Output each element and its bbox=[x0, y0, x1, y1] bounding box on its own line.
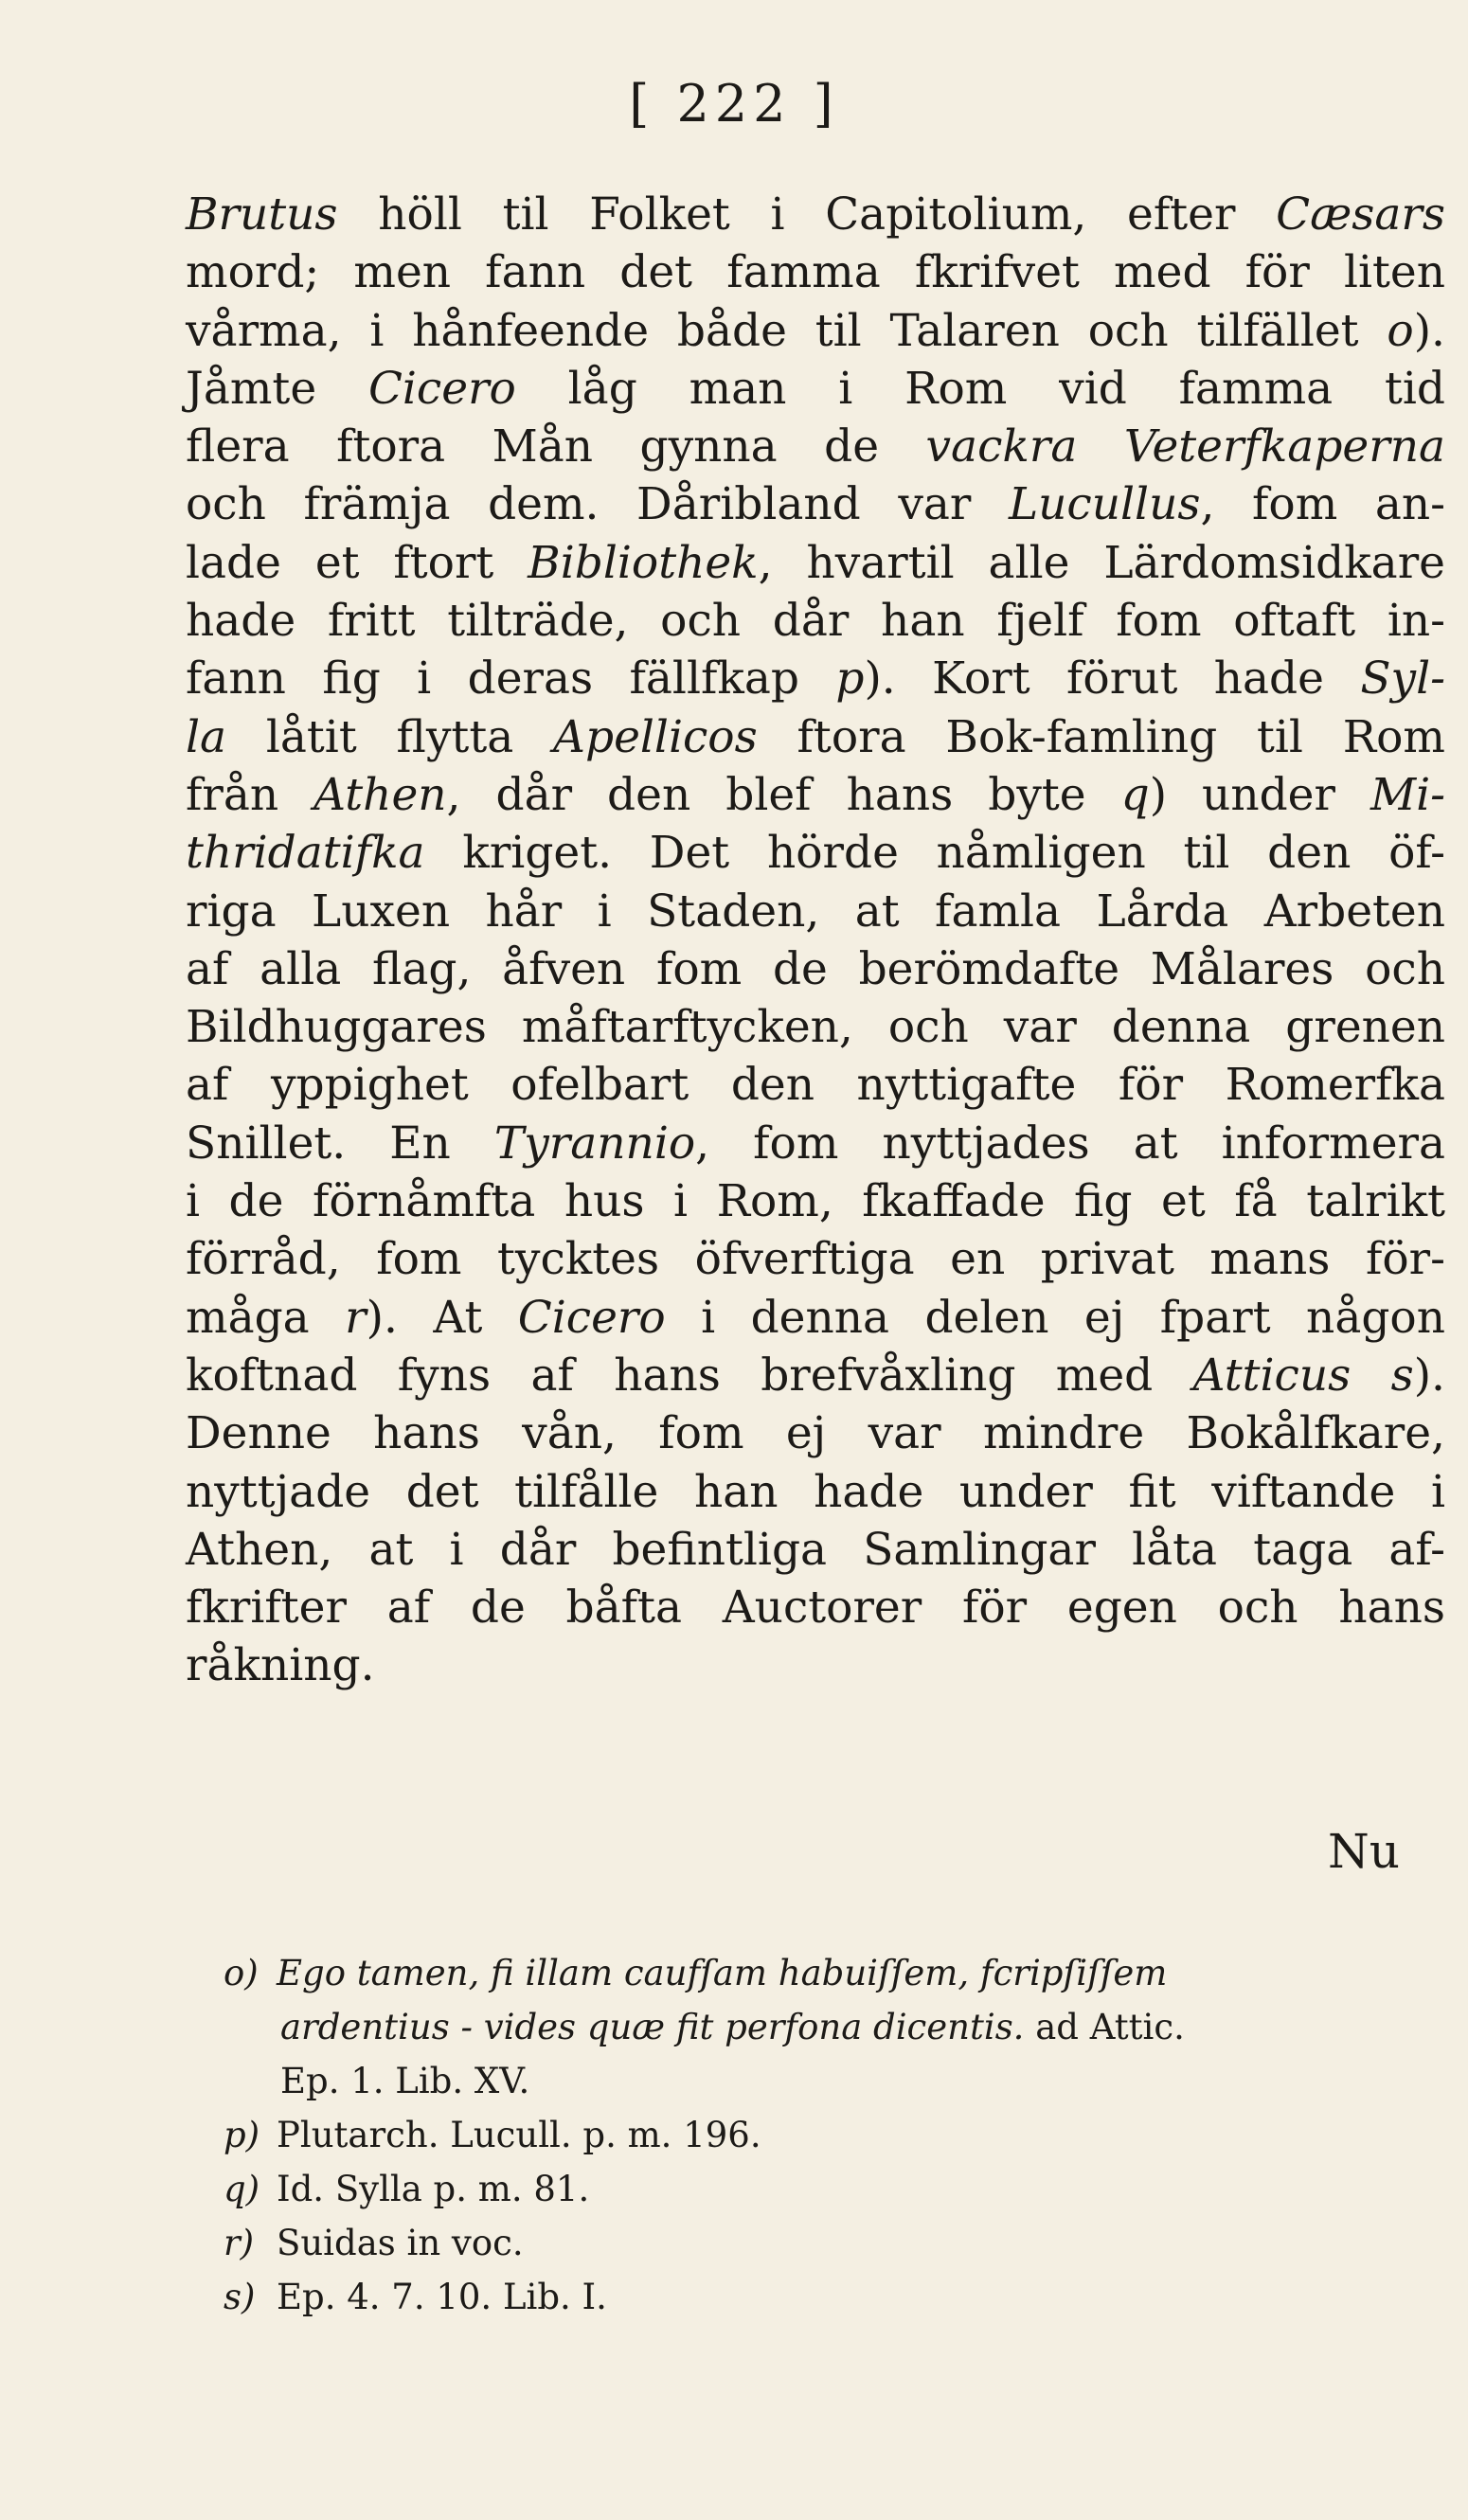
footnote-text: Plutarch. Lucull. p. m. 196. bbox=[277, 2115, 761, 2155]
text-run: hade fritt tilträde, och dår han fjelf fom oftaft in- bbox=[186, 595, 1445, 648]
text-run: Snillet. En bbox=[186, 1117, 494, 1170]
text-run: ). Kort förut hade bbox=[864, 652, 1361, 706]
text-run: ). At bbox=[366, 1291, 518, 1344]
italic-phrase: Cæsars bbox=[1276, 188, 1445, 241]
text-run: Bildhuggares måftarftycken, och var denna grenen bbox=[186, 1001, 1445, 1054]
footnote-text: Id. Sylla p. m. 81. bbox=[277, 2169, 590, 2209]
text-run: fann fig i deras fällfkap bbox=[186, 652, 836, 706]
text-run: Athen, at i dår befintliga Samlingar låta taga af- bbox=[186, 1523, 1445, 1576]
text-line bbox=[186, 1636, 1445, 1694]
footnote-quote: Ego tamen, fi illam caufſam habuiſſem, fcripſiſſem bbox=[277, 1953, 1168, 1993]
text-run: Jåmte bbox=[186, 362, 368, 415]
text-line bbox=[186, 708, 1445, 766]
text-run: måga bbox=[186, 1291, 346, 1344]
text-line bbox=[186, 1579, 1445, 1636]
footnote-text: ad Attic. bbox=[1024, 2007, 1185, 2047]
footnote-line bbox=[224, 2054, 1445, 2108]
italic-phrase: Tyrannio bbox=[493, 1117, 696, 1170]
text-run: låg man i Rom vid famma tid bbox=[515, 362, 1445, 415]
italic-phrase: q bbox=[1120, 768, 1150, 821]
text-run: Denne hans vån, fom ej var mindre Bokålfkare, bbox=[186, 1407, 1445, 1460]
text-line bbox=[186, 1521, 1445, 1579]
text-run: råkning. bbox=[186, 1639, 375, 1692]
footnote-marker: p) bbox=[224, 2115, 260, 2155]
italic-phrase: p bbox=[835, 652, 865, 706]
text-run bbox=[1351, 1349, 1390, 1402]
text-run: och främja dem. Dåribland var bbox=[186, 478, 1009, 531]
text-run: vårma, i hånfeende både til Talaren och tilfället bbox=[186, 304, 1387, 357]
text-line bbox=[186, 998, 1445, 1056]
text-run: ). bbox=[1413, 304, 1445, 357]
text-run: i de förnåmfta hus i Rom, fkaffade fig et få talrikt bbox=[186, 1175, 1445, 1228]
footnote-marker: q) bbox=[224, 2169, 260, 2209]
italic-phrase: Atticus bbox=[1192, 1349, 1352, 1402]
text-line bbox=[186, 475, 1445, 533]
text-line bbox=[186, 940, 1445, 998]
text-line bbox=[186, 418, 1445, 475]
text-line bbox=[186, 1463, 1445, 1521]
footnote-marker: s) bbox=[224, 2277, 256, 2317]
text-line bbox=[186, 592, 1445, 650]
text-line bbox=[186, 1347, 1445, 1404]
text-run: riga Luxen hår i Staden, at famla Lårda Arbeten bbox=[186, 885, 1445, 938]
text-line bbox=[186, 1056, 1445, 1114]
text-line bbox=[186, 883, 1445, 940]
text-line bbox=[186, 534, 1445, 592]
text-run: , fom an- bbox=[1200, 478, 1445, 531]
footnote-line bbox=[224, 1946, 1445, 2000]
text-line bbox=[186, 1230, 1445, 1288]
text-run: ) under bbox=[1149, 768, 1370, 821]
text-line bbox=[186, 1404, 1445, 1462]
text-run: höll til Folket i Capitolium, efter bbox=[337, 188, 1277, 241]
text-run: , dår den blef hans byte bbox=[446, 768, 1121, 821]
italic-phrase: Apellicos bbox=[553, 710, 758, 763]
text-line bbox=[186, 824, 1445, 882]
catchword: Nu bbox=[1328, 1824, 1400, 1879]
text-line bbox=[186, 1172, 1445, 1230]
text-line bbox=[186, 243, 1445, 301]
italic-phrase: Mi- bbox=[1370, 768, 1446, 821]
text-run: mord; men fann det famma fkrifvet med för liten bbox=[186, 246, 1445, 299]
text-run: koftnad fyns af hans brefvåxling med bbox=[186, 1349, 1193, 1402]
italic-phrase: thridatifka bbox=[186, 827, 425, 880]
italic-phrase: s bbox=[1390, 1349, 1414, 1402]
footnote-quote: ardentius - vides quæ fit perfona dicentis. bbox=[280, 2007, 1025, 2047]
text-run: nyttjade det tilfålle han hade under fit viftande i bbox=[186, 1465, 1445, 1518]
text-run: af yppighet ofelbart den nyttigafte för Romerfka bbox=[186, 1059, 1445, 1112]
footnote-text: Suidas in voc. bbox=[277, 2223, 524, 2263]
text-line bbox=[186, 360, 1445, 418]
footnote-line bbox=[224, 2108, 1445, 2162]
text-run: , hvartil alle Lärdomsidkare bbox=[758, 536, 1445, 589]
text-line bbox=[186, 1289, 1445, 1347]
italic-phrase: Lucullus bbox=[1008, 478, 1201, 531]
footnote-marker: r) bbox=[224, 2223, 255, 2263]
italic-phrase: Syl- bbox=[1360, 652, 1445, 706]
text-run: låtit flytta bbox=[226, 710, 554, 763]
text-run: i denna delen ej fpart någon bbox=[665, 1291, 1445, 1344]
text-run: ). bbox=[1413, 1349, 1445, 1402]
text-run: kriget. Det hörde nåmligen til den öf- bbox=[424, 827, 1445, 880]
text-run: lade et ftort bbox=[186, 536, 528, 589]
italic-phrase: Brutus bbox=[186, 188, 338, 241]
text-line bbox=[186, 766, 1445, 824]
text-line bbox=[186, 1115, 1445, 1172]
text-run: af alla flag, åfven fom de berömdafte Målares och bbox=[186, 942, 1445, 995]
italic-phrase: vackra Veterfkaperna bbox=[925, 420, 1445, 474]
italic-phrase: Athen bbox=[313, 768, 447, 821]
page-number: [ 222 ] bbox=[629, 74, 839, 134]
italic-phrase: Cicero bbox=[517, 1291, 666, 1344]
footnote-line bbox=[224, 2162, 1445, 2216]
footnote-line bbox=[224, 2000, 1445, 2054]
text-run: förråd, fom tycktes öfverftiga en privat mans för- bbox=[186, 1233, 1445, 1286]
text-run: från bbox=[186, 768, 314, 821]
footnote-text: Ep. 4. 7. 10. Lib. I. bbox=[277, 2277, 607, 2317]
footnote-line bbox=[224, 2216, 1445, 2270]
italic-phrase: o bbox=[1387, 304, 1414, 357]
footnote-line bbox=[224, 2270, 1445, 2324]
italic-phrase: Bibliothek bbox=[528, 536, 759, 589]
text-run: flera ftora Mån gynna de bbox=[186, 420, 926, 474]
text-line bbox=[186, 650, 1445, 707]
italic-phrase: r bbox=[345, 1291, 367, 1344]
footnote-text: Ep. 1. Lib. XV. bbox=[280, 2061, 530, 2101]
text-run: ftora Bok-famling til Rom bbox=[757, 710, 1446, 763]
footnotes bbox=[224, 1946, 1445, 2324]
text-line bbox=[186, 302, 1445, 360]
text-line bbox=[186, 186, 1445, 243]
main-text bbox=[186, 186, 1445, 1695]
text-run: , fom nyttjades at informera bbox=[695, 1117, 1445, 1170]
footnote-marker: o) bbox=[224, 1953, 259, 1993]
text-run: fkrifter af de båfta Auctorer för egen och hans bbox=[186, 1582, 1445, 1635]
italic-phrase: Cicero bbox=[367, 362, 516, 415]
italic-phrase: la bbox=[186, 710, 227, 763]
